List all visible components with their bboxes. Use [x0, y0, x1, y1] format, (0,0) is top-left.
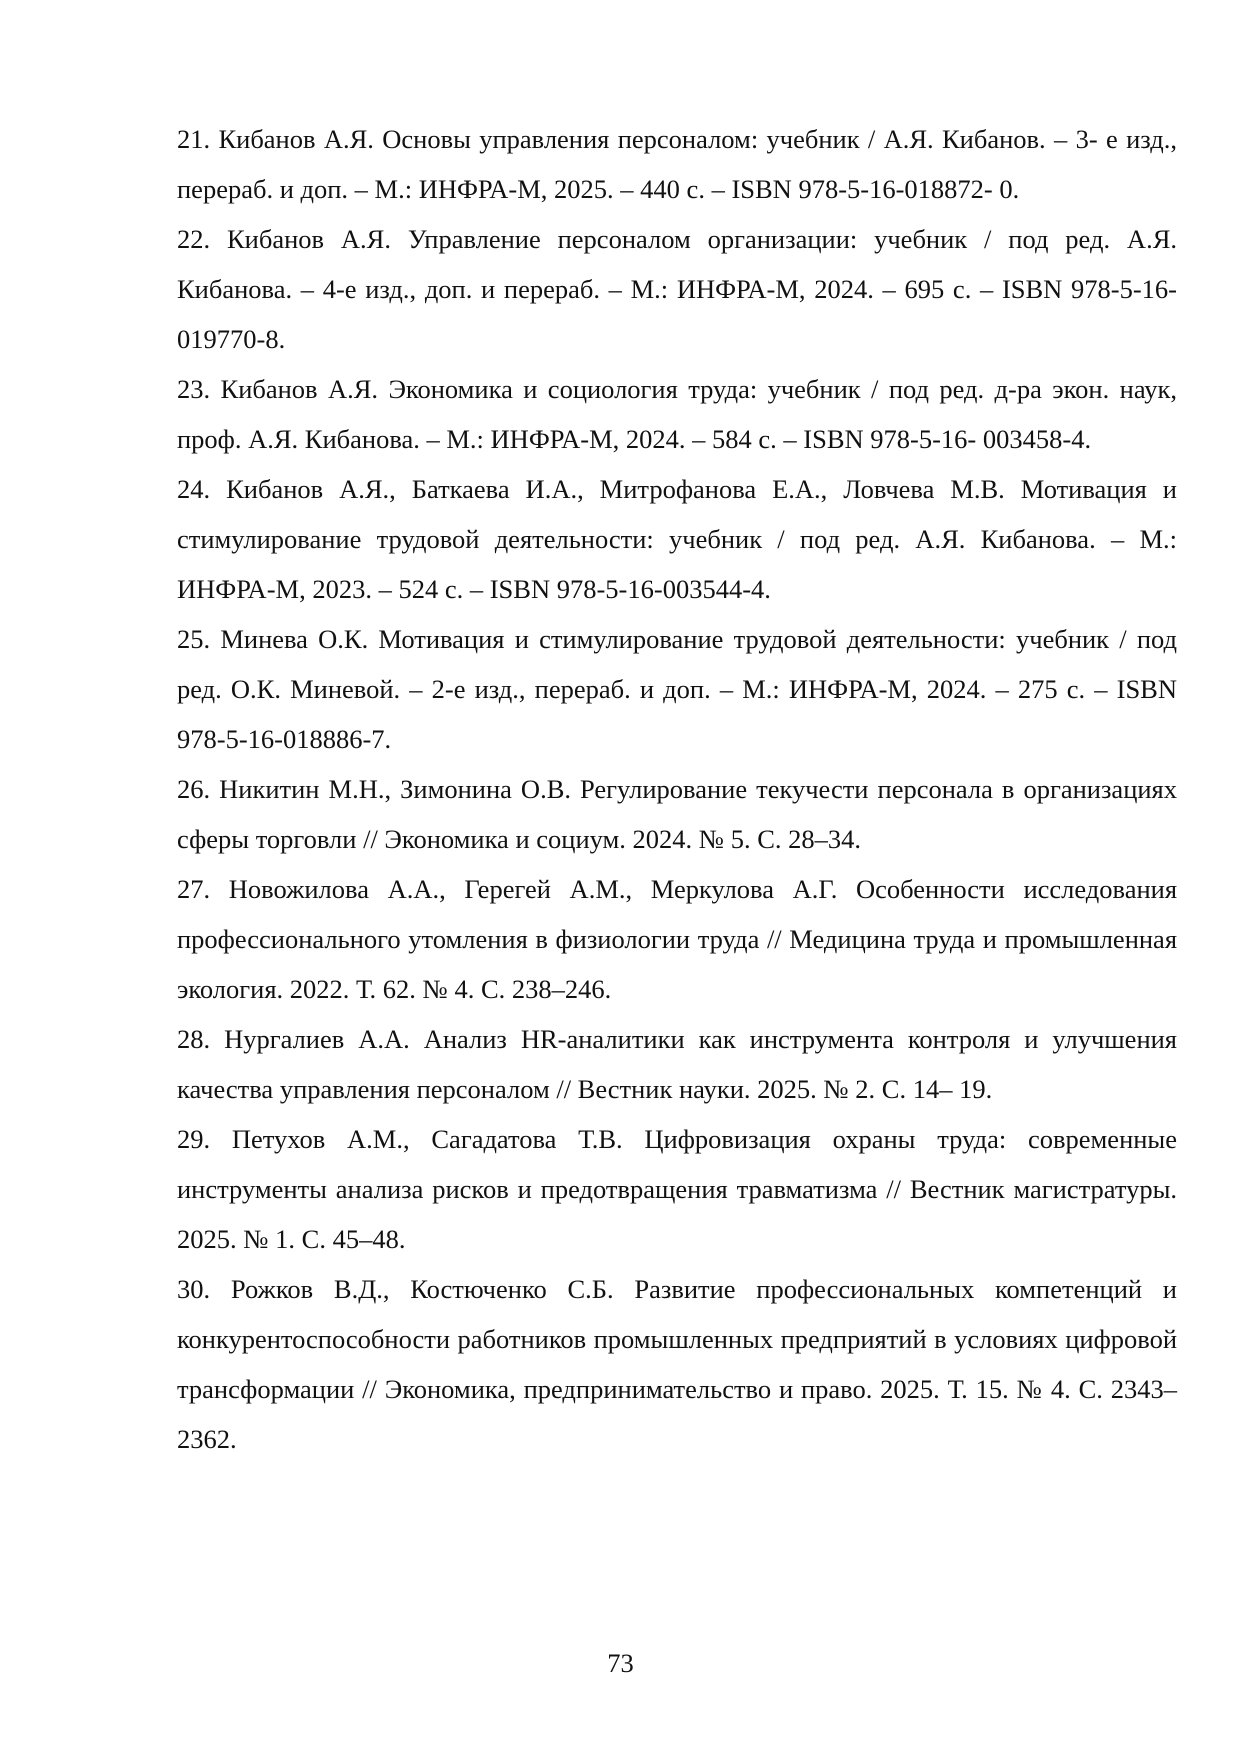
reference-text-line: е изд., перераб. и доп. – М.: ИНФРА-М, 2025. – 440 с. – ISBN 978-5-16-018872-: [177, 124, 1177, 204]
reference-text-line: 978-5-16-019770-8.: [177, 274, 1177, 354]
reference-text-line: улучшения качества управления персоналом // Вестник науки. 2025. № 2. С. 14–: [177, 1024, 1177, 1104]
reference-text-line: стимулирование трудовой деятельности: учебник / под ред. А.Я. Кибанова. –: [177, 524, 1125, 554]
reference-text-line: Кибанова. – 4-е изд., доп. и перераб. – М.: ИНФРА-М, 2024. – 695 с. – ISBN: [177, 274, 1063, 304]
reference-text-line: труда и промышленная экология. 2022. Т. 62. № 4. С. 238–246.: [177, 924, 1178, 1004]
reference-text-line: наук, проф. А.Я. Кибанова. – М.: ИНФРА-М, 2024. – 584 с. – ISBN 978-5-16-: [177, 374, 1177, 454]
reference-text-line: исследования профессионального утомления в физиологии труда // Медицина: [177, 874, 1178, 954]
reference-text-line: 24. Кибанов А.Я., Баткаева И.А., Митрофанова Е.А., Ловчева М.В. Мотивация и: [177, 474, 1177, 504]
reference-entry: [177, 464, 1177, 614]
reference-text-line: организациях сферы торговли // Экономика и социум. 2024. № 5. С. 28–34.: [177, 774, 1177, 854]
reference-entry: [177, 114, 1177, 214]
reference-text-line: 27. Новожилова А.А., Герегей А.М., Меркулова А.Г. Особенности: [177, 874, 1005, 904]
reference-text-line: с. – ISBN 978-5-16-018886-7.: [177, 674, 1177, 754]
reference-entry: [177, 214, 1177, 364]
reference-entry: [177, 364, 1177, 464]
reference-text-line: 22. Кибанов А.Я. Управление персоналом организации: учебник / под ред. А.Я.: [177, 224, 1177, 254]
reference-text-line: 26. Никитин М.Н., Зимонина О.В. Регулирование текучести персонала в: [177, 774, 1015, 804]
reference-entry: [177, 1264, 1177, 1464]
reference-entry: [177, 1114, 1177, 1264]
reference-entry: [177, 1014, 1177, 1114]
reference-entry: [177, 864, 1177, 1014]
reference-text-line: М.: ИНФРА-М, 2023. – 524 с. – ISBN 978-5-16-003544-4.: [177, 524, 1178, 604]
reference-text-line: 003458-4.: [982, 424, 1092, 454]
reference-text-line: 25. Минева О.К. Мотивация и стимулирование трудовой деятельности: учебник: [177, 624, 1110, 654]
reference-text-line: 29. Петухов А.М., Сагадатова Т.В. Цифровизация охраны труда: современные: [177, 1124, 1177, 1154]
reference-text-line: магистратуры. 2025. № 1. С. 45–48.: [177, 1174, 1177, 1254]
reference-entry: [177, 764, 1177, 864]
reference-text-line: 28. Нургалиев А.А. Анализ HR-аналитики как инструмента контроля и: [177, 1024, 1039, 1054]
reference-text-line: 23. Кибанов А.Я. Экономика и социология труда: учебник / под ред. д-ра экон.: [177, 374, 1110, 404]
reference-text-line: 15. № 4. С. 2343–2362.: [177, 1374, 1178, 1454]
reference-text-line: инструменты анализа рисков и предотвращения травматизма // Вестник: [177, 1174, 1005, 1204]
reference-text-line: 30. Рожков В.Д., Костюченко С.Б. Развитие профессиональных компетенций и: [177, 1274, 1177, 1304]
reference-text-line: цифровой трансформации // Экономика, предпринимательство и право. 2025. Т.: [177, 1324, 1177, 1404]
reference-text-line: конкурентоспособности работников промышленных предприятий в условиях: [177, 1324, 1058, 1354]
reference-text-line: 21. Кибанов А.Я. Основы управления персоналом: учебник / А.Я. Кибанов. – 3-: [177, 124, 1098, 154]
page-number: 73: [607, 1648, 634, 1678]
reference-entry: [177, 614, 1177, 764]
reference-text-line: 19.: [959, 1074, 993, 1104]
reference-text-line: / под ред. О.К. Миневой. – 2-е изд., перераб. и доп. – М.: ИНФРА-М, 2024. – 275: [177, 624, 1178, 704]
reference-list: [177, 114, 1177, 1464]
reference-text-line: 0.: [999, 174, 1020, 204]
